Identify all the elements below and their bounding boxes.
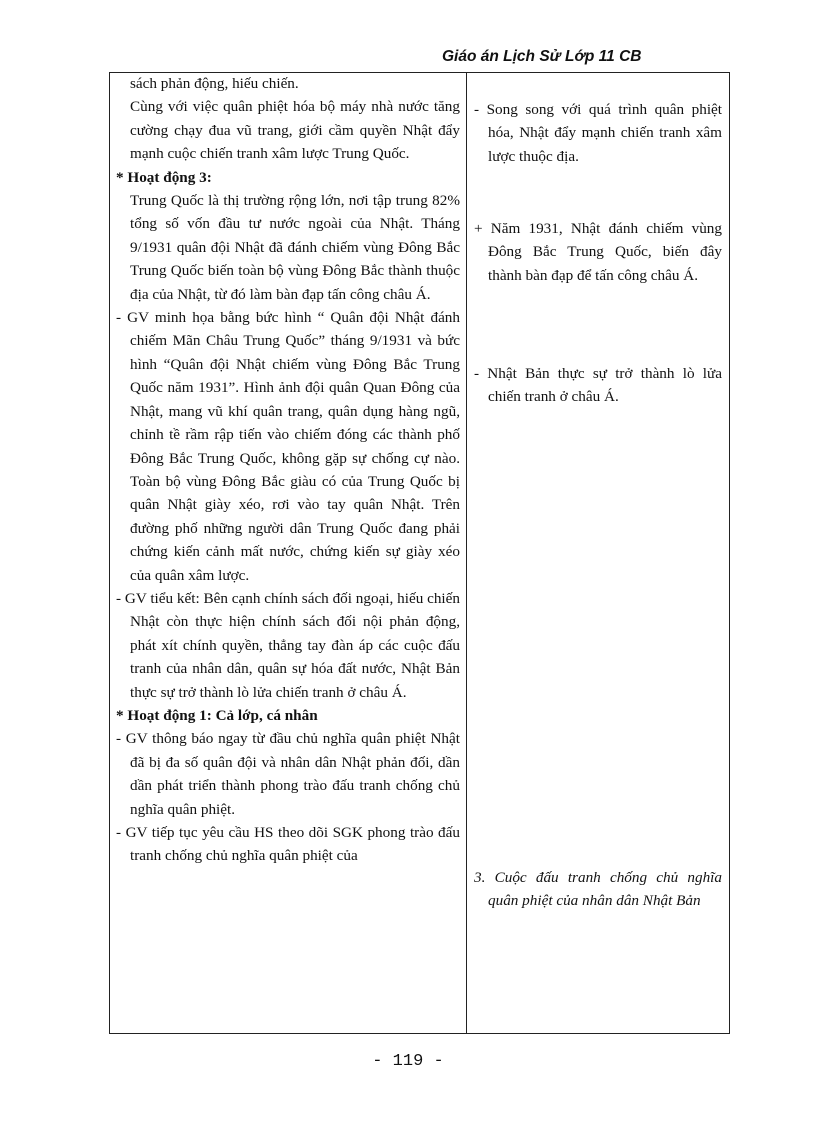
left-paragraph-7: - GV tiếp tục yêu cầu HS theo dõi SGK phong trào đấu tranh chống chủ nghĩa quân phiệt của (116, 824, 460, 865)
section-3-heading: 3. Cuộc đấu tranh chống chủ nghĩa quân phiệt của nhân dân Nhật Bản (474, 869, 722, 910)
activity-3-heading: * Hoạt động 3: (116, 168, 212, 186)
right-point-2: + Năm 1931, Nhật đánh chiếm vùng Đông Bắc Trung Quốc, biến đây thành bàn đạp để tấn công châu Á. (474, 220, 722, 284)
column-divider (466, 73, 467, 1033)
right-point-3: - Nhật Bản thực sự trở thành lò lửa chiến tranh ở châu Á. (474, 365, 722, 406)
page-number: - 119 - (372, 1052, 444, 1071)
left-paragraph-6: - GV thông báo ngay từ đầu chủ nghĩa quân phiệt Nhật đã bị đa số quân đội và nhân dân Nhật phản đối, dần dần phát triển thành phong trào đấu tranh chống chủ nghĩa quân phiệt. (116, 730, 460, 818)
activity-1-heading: * Hoạt động 1: Cả lớp, cá nhân (116, 706, 318, 724)
left-paragraph-2: Cùng với việc quân phiệt hóa bộ máy nhà nước tăng cường chạy đua vũ trang, giới cầm quyền Nhật đẩy mạnh cuộc chiến tranh xâm lược Trung Quốc. (130, 98, 460, 163)
left-paragraph-1: sách phản động, hiếu chiến. (130, 75, 299, 92)
right-point-1: - Song song với quá trình quân phiệt hóa, Nhật đẩy mạnh chiến tranh xâm lược thuộc địa. (474, 101, 722, 165)
page-header-title: Giáo án Lịch Sử Lớp 11 CB (442, 48, 642, 65)
teacher-student-activities-column (110, 75, 466, 868)
left-paragraph-4: - GV minh họa bằng bức hình “ Quân đội Nhật đánh chiếm Mãn Châu Trung Quốc” tháng 9/1931 và bức hình “Quân đội Nhật chiếm vùng Đông Bắc Trung Quốc năm 1931”. Hình ảnh đội quân Quan Đông của Nhật, mang vũ khí quân trang, quân dụng hàng ngũ, chỉnh tề rầm rập tiến vào chiếm đóng các thành phố Đông Bắc Trung Quốc, không gặp sự chống cự nào. Toàn bộ vùng Đông Bắc giàu có của Trung Quốc bị quân Nhật giày xéo, rơi vào tay quân Nhật. Trên đường phố những người dân Trung Quốc đang phải chứng kiến cảnh mất nước, chứng kiến sự giày xéo của quân xâm lược. (116, 309, 460, 584)
left-paragraph-3: Trung Quốc là thị trường rộng lớn, nơi tập trung 82% tổng số vốn đầu tư nước ngoài của Nhật. Tháng 9/1931 quân đội Nhật đã đánh chiếm vùng Đông Bắc Trung Quốc biến toàn bộ vùng Đông Bắc thành thuộc địa của Nhật, từ đó làm bàn đạp tấn công châu Á. (130, 192, 460, 303)
lesson-table (109, 72, 730, 1034)
left-paragraph-5: - GV tiểu kết: Bên cạnh chính sách đối ngoại, hiếu chiến Nhật còn thực hiện chính sách đối nội phản động, phát xít chính quyền, thẳng tay đàn áp các cuộc đấu tranh của nhân dân, quân sự hóa đất nước, Nhật Bản thực sự trở thành lò lửa chiến tranh ở châu Á. (116, 589, 460, 701)
